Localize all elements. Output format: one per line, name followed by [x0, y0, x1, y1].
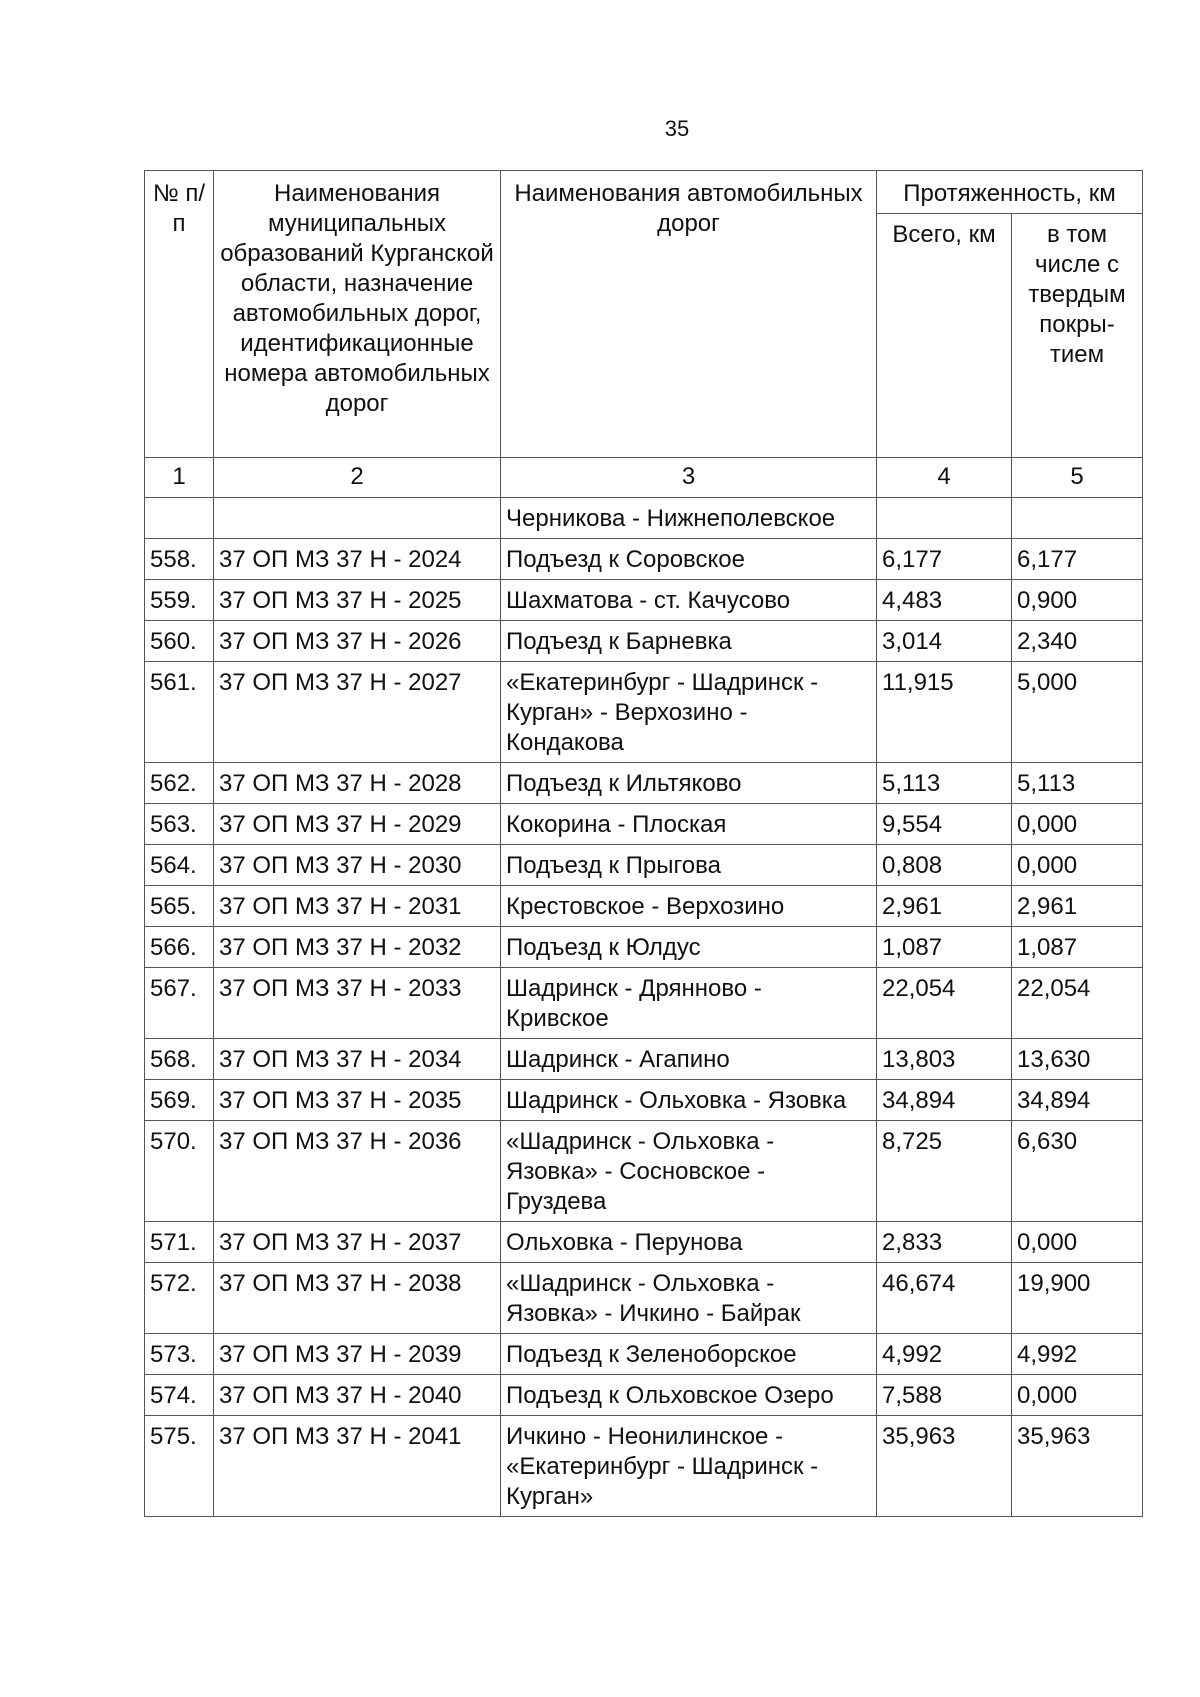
- total-length-cell: 22,054: [877, 968, 1012, 1039]
- total-length-cell: 4,483: [877, 580, 1012, 621]
- row-number-cell: 571.: [145, 1222, 214, 1263]
- paved-length-cell: 35,963: [1012, 1416, 1143, 1517]
- row-number-cell: 561.: [145, 662, 214, 763]
- row-number-cell: 559.: [145, 580, 214, 621]
- road-name-cell: Подъезд к Ильтяково: [501, 763, 877, 804]
- road-name-cell: Подъезд к Прыгова: [501, 845, 877, 886]
- road-code-cell: 37 ОП МЗ 37 Н - 2037: [214, 1222, 501, 1263]
- road-name-cell: Крестовское - Верхозино: [501, 886, 877, 927]
- paved-length-cell: 6,630: [1012, 1121, 1143, 1222]
- page-number: 35: [664, 116, 690, 141]
- road-name-cell: Ичкино - Неонилинское - «Екатеринбург - Шадринск - Курган»: [501, 1416, 877, 1517]
- total-length-cell: 5,113: [877, 763, 1012, 804]
- row-number-cell: 574.: [145, 1375, 214, 1416]
- total-length-cell: 7,588: [877, 1375, 1012, 1416]
- paved-length-cell: 13,630: [1012, 1039, 1143, 1080]
- table-row: [145, 968, 1143, 1039]
- column-number-5: 5: [1012, 458, 1143, 498]
- row-number-cell: 567.: [145, 968, 214, 1039]
- paved-length-cell: 0,000: [1012, 845, 1143, 886]
- paved-length-cell: 19,900: [1012, 1263, 1143, 1334]
- road-code-cell: 37 ОП МЗ 37 Н - 2027: [214, 662, 501, 763]
- road-name-cell: «Шадринск - Ольховка - Язовка» - Сосновское - Груздева: [501, 1121, 877, 1222]
- table-row: [145, 845, 1143, 886]
- header-municipality: Наименования муниципальных образований Курганской области, назначение автомобильных дорог, идентификационные номера автомобильных дорог: [214, 171, 501, 458]
- road-name-cell: Подъезд к Ольховское Озеро: [501, 1375, 877, 1416]
- table-body: [145, 498, 1143, 1517]
- table-row: [145, 1039, 1143, 1080]
- row-number-cell: 575.: [145, 1416, 214, 1517]
- total-length-cell: 0,808: [877, 845, 1012, 886]
- row-number-cell: 568.: [145, 1039, 214, 1080]
- row-number-cell: 562.: [145, 763, 214, 804]
- road-code-cell: 37 ОП МЗ 37 Н - 2040: [214, 1375, 501, 1416]
- road-code-cell: [214, 498, 501, 539]
- header-length-group: Протяженность, км: [877, 171, 1143, 214]
- total-length-cell: 34,894: [877, 1080, 1012, 1121]
- road-name-cell: Подъезд к Юлдус: [501, 927, 877, 968]
- total-length-cell: 2,833: [877, 1222, 1012, 1263]
- paved-length-cell: [1012, 498, 1143, 539]
- road-name-cell: Подъезд к Зеленоборское: [501, 1334, 877, 1375]
- road-code-cell: 37 ОП МЗ 37 Н - 2036: [214, 1121, 501, 1222]
- road-code-cell: 37 ОП МЗ 37 Н - 2035: [214, 1080, 501, 1121]
- road-name-cell: «Шадринск - Ольховка - Язовка» - Ичкино - Байрак: [501, 1263, 877, 1334]
- row-number-cell: 570.: [145, 1121, 214, 1222]
- road-code-cell: 37 ОП МЗ 37 Н - 2038: [214, 1263, 501, 1334]
- total-length-cell: 3,014: [877, 621, 1012, 662]
- table-row: [145, 1334, 1143, 1375]
- row-number-cell: 566.: [145, 927, 214, 968]
- column-number-3: 3: [501, 458, 877, 498]
- total-length-cell: 8,725: [877, 1121, 1012, 1222]
- road-name-cell: Подъезд к Барневка: [501, 621, 877, 662]
- total-length-cell: 11,915: [877, 662, 1012, 763]
- header-number: № п/п: [145, 171, 214, 458]
- table-row: [145, 1222, 1143, 1263]
- road-name-cell: Шадринск - Агапино: [501, 1039, 877, 1080]
- table-row: [145, 621, 1143, 662]
- table-row: [145, 1375, 1143, 1416]
- table-row: [145, 1263, 1143, 1334]
- column-number-1: 1: [145, 458, 214, 498]
- paved-length-cell: 22,054: [1012, 968, 1143, 1039]
- table-row: [145, 1121, 1143, 1222]
- paved-length-cell: 2,961: [1012, 886, 1143, 927]
- total-length-cell: 13,803: [877, 1039, 1012, 1080]
- road-name-cell: Шадринск - Ольховка - Язовка: [501, 1080, 877, 1121]
- road-name-cell: «Екатеринбург - Шадринск - Курган» - Верхозино - Кондакова: [501, 662, 877, 763]
- row-number-cell: 573.: [145, 1334, 214, 1375]
- paved-length-cell: 4,992: [1012, 1334, 1143, 1375]
- road-name-cell: Черникова - Нижнеполевское: [501, 498, 877, 539]
- road-name-cell: Кокорина - Плоская: [501, 804, 877, 845]
- paved-length-cell: 5,113: [1012, 763, 1143, 804]
- paved-length-cell: 34,894: [1012, 1080, 1143, 1121]
- road-code-cell: 37 ОП МЗ 37 Н - 2034: [214, 1039, 501, 1080]
- table-row: [145, 927, 1143, 968]
- table-row: [145, 662, 1143, 763]
- road-code-cell: 37 ОП МЗ 37 Н - 2039: [214, 1334, 501, 1375]
- total-length-cell: 46,674: [877, 1263, 1012, 1334]
- row-number-cell: 563.: [145, 804, 214, 845]
- total-length-cell: 4,992: [877, 1334, 1012, 1375]
- table-row: [145, 1416, 1143, 1517]
- paved-length-cell: 1,087: [1012, 927, 1143, 968]
- row-number-cell: 558.: [145, 539, 214, 580]
- road-code-cell: 37 ОП МЗ 37 Н - 2029: [214, 804, 501, 845]
- road-code-cell: 37 ОП МЗ 37 Н - 2041: [214, 1416, 501, 1517]
- row-number-cell: 560.: [145, 621, 214, 662]
- road-code-cell: 37 ОП МЗ 37 Н - 2026: [214, 621, 501, 662]
- table-row: [145, 498, 1143, 539]
- total-length-cell: 35,963: [877, 1416, 1012, 1517]
- paved-length-cell: 0,000: [1012, 1375, 1143, 1416]
- column-number-4: 4: [877, 458, 1012, 498]
- row-number-cell: 572.: [145, 1263, 214, 1334]
- table-row: [145, 1080, 1143, 1121]
- header-road-name: Наименования автомобильных дорог: [501, 171, 877, 458]
- road-code-cell: 37 ОП МЗ 37 Н - 2024: [214, 539, 501, 580]
- road-name-cell: Шахматова - ст. Качусово: [501, 580, 877, 621]
- road-code-cell: 37 ОП МЗ 37 Н - 2033: [214, 968, 501, 1039]
- column-number-2: 2: [214, 458, 501, 498]
- table-row: [145, 580, 1143, 621]
- row-number-cell: 564.: [145, 845, 214, 886]
- table-row: [145, 539, 1143, 580]
- total-length-cell: 9,554: [877, 804, 1012, 845]
- row-number-cell: 569.: [145, 1080, 214, 1121]
- road-name-cell: Шадринск - Дрянново - Кривское: [501, 968, 877, 1039]
- road-code-cell: 37 ОП МЗ 37 Н - 2030: [214, 845, 501, 886]
- roads-table: [144, 170, 1143, 1517]
- paved-length-cell: 2,340: [1012, 621, 1143, 662]
- road-code-cell: 37 ОП МЗ 37 Н - 2031: [214, 886, 501, 927]
- table-row: [145, 886, 1143, 927]
- paved-length-cell: 6,177: [1012, 539, 1143, 580]
- road-name-cell: Подъезд к Соровское: [501, 539, 877, 580]
- paved-length-cell: 0,900: [1012, 580, 1143, 621]
- paved-length-cell: 0,000: [1012, 1222, 1143, 1263]
- table-row: [145, 763, 1143, 804]
- road-name-cell: Ольховка - Перунова: [501, 1222, 877, 1263]
- road-code-cell: 37 ОП МЗ 37 Н - 2025: [214, 580, 501, 621]
- total-length-cell: 2,961: [877, 886, 1012, 927]
- total-length-cell: 1,087: [877, 927, 1012, 968]
- row-number-cell: 565.: [145, 886, 214, 927]
- row-number-cell: [145, 498, 214, 539]
- total-length-cell: [877, 498, 1012, 539]
- paved-length-cell: 0,000: [1012, 804, 1143, 845]
- road-code-cell: 37 ОП МЗ 37 Н - 2032: [214, 927, 501, 968]
- paved-length-cell: 5,000: [1012, 662, 1143, 763]
- table-row: [145, 804, 1143, 845]
- header-total-length: Всего, км: [877, 214, 1012, 458]
- road-code-cell: 37 ОП МЗ 37 Н - 2028: [214, 763, 501, 804]
- total-length-cell: 6,177: [877, 539, 1012, 580]
- header-paved-length: в том числе с твердым покры-тием: [1012, 214, 1143, 458]
